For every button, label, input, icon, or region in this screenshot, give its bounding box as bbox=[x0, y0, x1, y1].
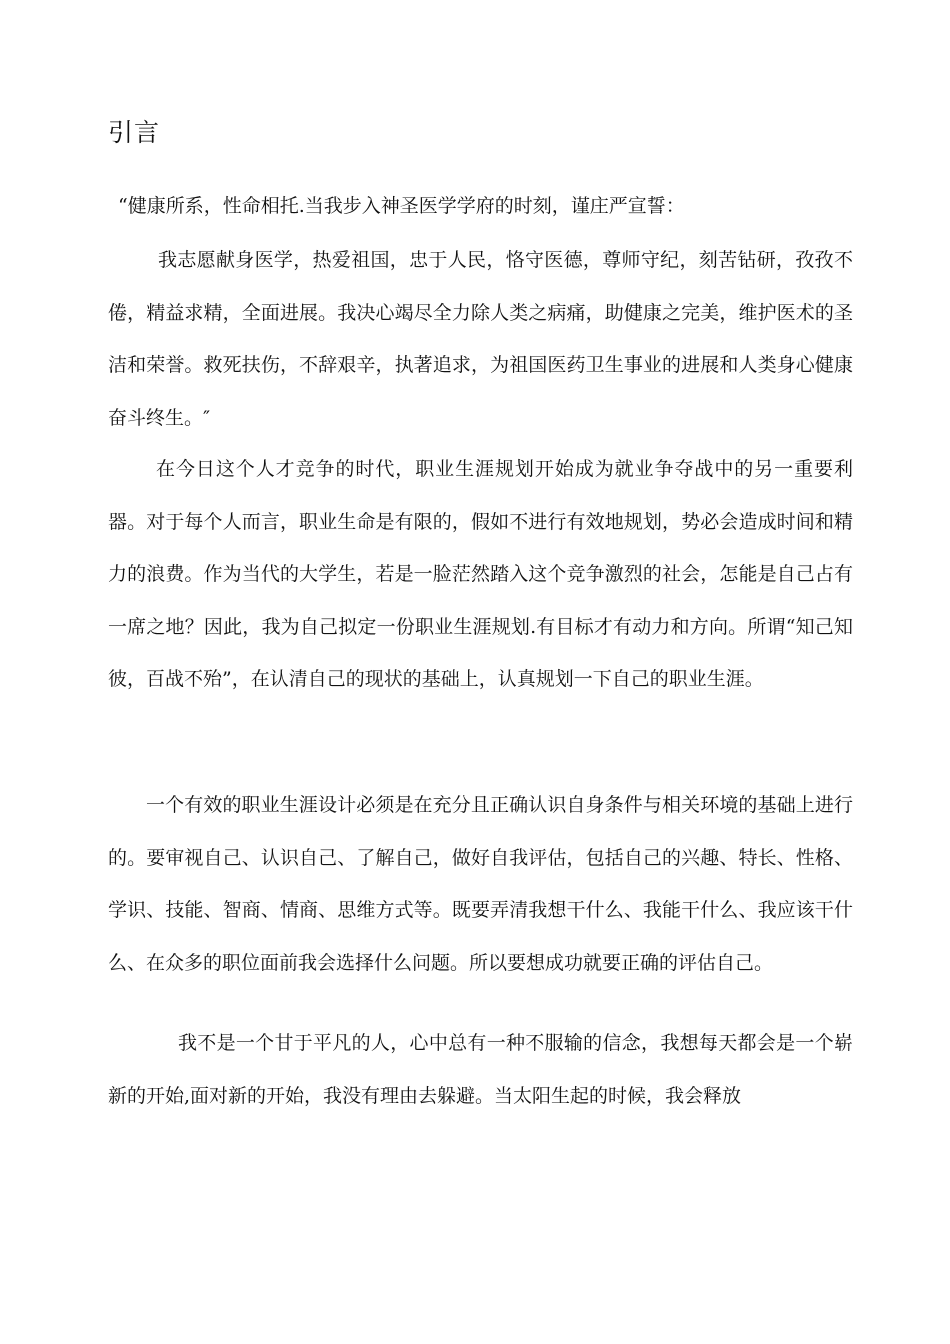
personal-statement-paragraph: 我不是一个甘于平凡的人，心中总有一种不服输的信念，我想每天都会是一个崭新的开始,面对新的开始，我没有理由去躲避。当太阳生起的时候，我会释放 bbox=[108, 1032, 853, 1107]
oath-body-paragraph: 我志愿献身医学，热爱祖国，忠于人民，恪守医德，尊师守纪，刻苦钻研，孜孜不倦，精益求精，全面进展。我决心竭尽全力除人类之病痛，助健康之完美，维护医术的圣洁和荣誉。救死扶伤，不辞艰辛，执著追求，为祖国医药卫生事业的进展和人类身心健康奋斗终生。″ bbox=[108, 249, 853, 429]
self-assessment-paragraph: 一个有效的职业生涯设计必须是在充分且正确认识自身条件与相关环境的基础上进行的。要审视自己、认识自己、了解自己，做好自我评估，包括自己的兴趣、特长、性格、学识、技能、智商、情商、思维方式等。既要弄清我想干什么、我能干什么、我应该干什么、在众多的职位面前我会选择什么问题。所以要想成功就要正确的评估自己。 bbox=[108, 794, 853, 974]
intro-paragraph: 在今日这个人才竞争的时代，职业生涯规划开始成为就业争夺战中的另一重要利器。对于每个人而言，职业生命是有限的，假如不进行有效地规划，势必会造成时间和精力的浪费。作为当代的大学生，若是一脸茫然踏入这个竞争激烈的社会，怎能是自己占有一席之地？因此，我为自己拟定一份职业生涯规划.有目标才有动力和方向。所谓“知己知彼，百战不殆”，在认清自己的现状的基础上，认真规划一下自己的职业生涯。 bbox=[108, 458, 853, 690]
section-heading: 引言 bbox=[108, 118, 161, 147]
oath-intro-paragraph: “健康所系，性命相托.当我步入神圣医学学府的时刻，谨庄严宣誓： bbox=[118, 195, 685, 217]
